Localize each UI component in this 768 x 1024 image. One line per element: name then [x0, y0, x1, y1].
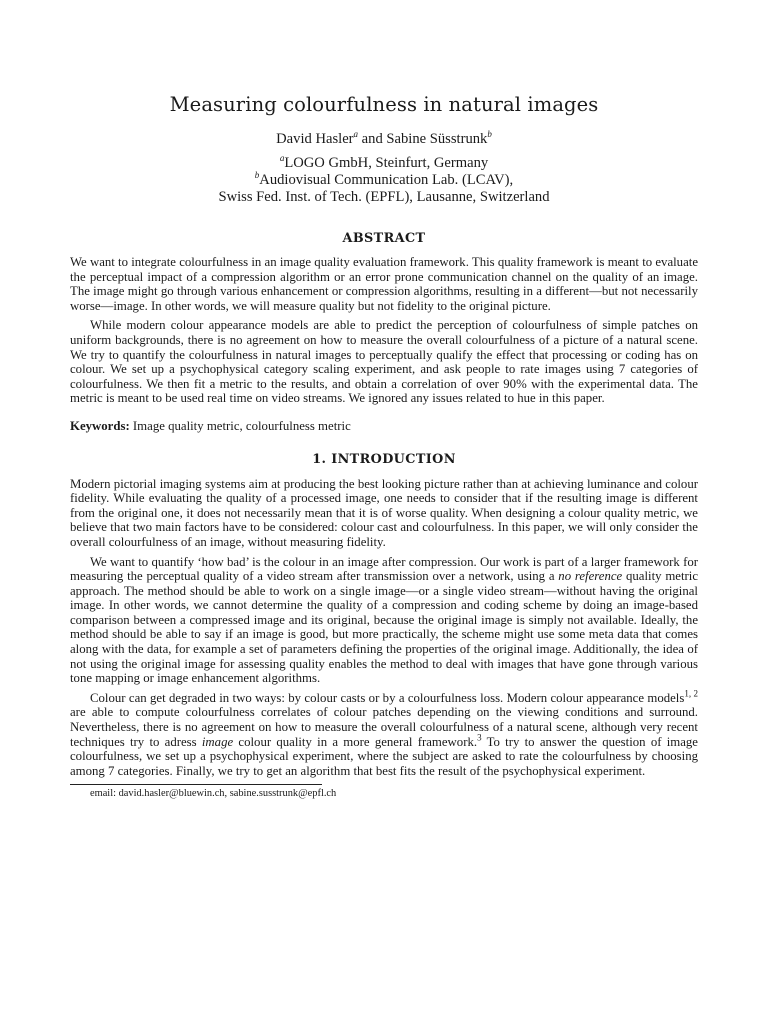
intro-paragraph-1: Modern pictorial imaging systems aim at producing the best looking picture rather than at achieving luminance and colour fidelity. While evaluating the quality of a processed image, one needs to consider that if the resulting image is different from the original one, it does not necessarily mean that it is of worse quality. When designing a colour quality metric, we believe that two main factors have to be considered: colour cast and colourfulness. In this paper, we will only consider the overall colourfulness of an image, without measuring fidelity.: [70, 476, 698, 549]
intro-p3-text-c: colour quality in a more general framework.: [233, 734, 478, 749]
abstract-heading: ABSTRACT: [342, 231, 426, 246]
affiliation-a-text: LOGO GmbH, Steinfurt, Germany: [284, 155, 489, 171]
author-2-mark: b: [487, 129, 492, 140]
intro-p3-emphasis: image: [201, 734, 234, 749]
keywords-label: Keywords:: [70, 418, 130, 433]
affiliation-b-text: Audiovisual Communication Lab. (LCAV),: [259, 172, 514, 188]
keywords-line: [70, 419, 698, 434]
footnote-rule: [70, 784, 322, 785]
footnote-email: email: david.hasler@bluewin.ch, sabine.susstrunk@epfl.ch: [90, 788, 337, 800]
keywords-text: Image quality metric, colourfulness metric: [129, 418, 351, 433]
intro-paragraph-3: [70, 688, 698, 779]
affiliation-b: [70, 172, 698, 189]
intro-p3-text-a: Colour can get degraded in two ways: by colour casts or by a colourfulness loss. Modern colour appearance models: [90, 690, 685, 705]
affiliation-a-mark: a: [279, 153, 285, 164]
author-connector: and: [358, 131, 387, 147]
intro-p2-text-a: We want to quantify ‘how bad’ is the colour in an image after compression. Our work is part of a larger framework for measuring the perceptual quality of a video stream after transmission over a network, using a: [70, 554, 698, 584]
author-line: [70, 131, 698, 148]
intro-p3-text-d: To try to answer the question of image colourfulness, we set up a psychophysical experiment, where the subject are asked to rate the colourfulness by choosing among 7 categories. Finally, we try to get an algorithm that best fits the result of the psychophysical experiment.: [70, 734, 698, 778]
intro-paragraph-2: [70, 555, 698, 686]
intro-p2-emphasis: no reference: [558, 569, 623, 584]
introduction-heading: 1. INTRODUCTION: [312, 451, 456, 467]
citation-ref-1-2: 1, 2: [684, 688, 698, 699]
intro-p3-text-b: are able to compute colourfulness correlates of colour patches depending on the viewing conditions and surround. Nevertheless, there is no agreement on how to measure the overall colourfulness of a natural scene, although very recent techniques try to adress: [70, 705, 698, 749]
paper-title: Measuring colourfulness in natural images: [169, 93, 599, 116]
citation-ref-3: 3: [477, 732, 482, 743]
author-1: David Hasler: [276, 131, 354, 147]
affiliation-b-line2: Swiss Fed. Inst. of Tech. (EPFL), Lausanne, Switzerland: [218, 189, 550, 205]
abstract-paragraph-2: While modern colour appearance models are able to predict the perception of colourfulness of simple patches on uniform backgrounds, there is no agreement on how to measure the overall colourfulness of a picture of a natural scene. We try to quantify the colourfulness in natural images to perceptually qualify the effect that processing or coding has on colour. We set up a psychophysical category scaling experiment, and ask people to rate images using 7 categories of colourfulness. We then fit a metric to the results, and obtain a correlation of over 90% with the experimental data. The metric is meant to be used real time on video streams. We ignored any issues related to hue in this paper.: [70, 318, 698, 406]
affiliation-b-mark: b: [254, 170, 260, 181]
affiliation-a: [70, 155, 698, 172]
intro-p2-text-b: quality metric approach. The method should be able to work on a single image—or a single video stream—without having the original image. In other words, we cannot determine the quality of a compression and coding scheme by doing an image-based comparison between a compressed image and its original, because the original image is simply not available. Ideally, the method should be able to say if an image is good, but more practically, the scheme might use some meta data that comes along with the data, for example a set of parameters defining the properties of the original image. Additionally, the idea of not using the original image for assessing quality enables the method to deal with images that have gone through various tone mapping or image enhancement algorithms.: [70, 569, 699, 686]
abstract-paragraph-1: We want to integrate colourfulness in an image quality evaluation framework. This quality framework is meant to evaluate the perceptual impact of a compression algorithm or an error prone communication channel on the quality of an image. The image might go through various enhancement or compression algorithms, resulting in a different—but not necessarily worse—image. In other words, we will measure quality but not fidelity to the original picture.: [70, 255, 698, 313]
author-2: Sabine Süsstrunk: [386, 131, 488, 147]
author-1-mark: a: [353, 129, 359, 140]
